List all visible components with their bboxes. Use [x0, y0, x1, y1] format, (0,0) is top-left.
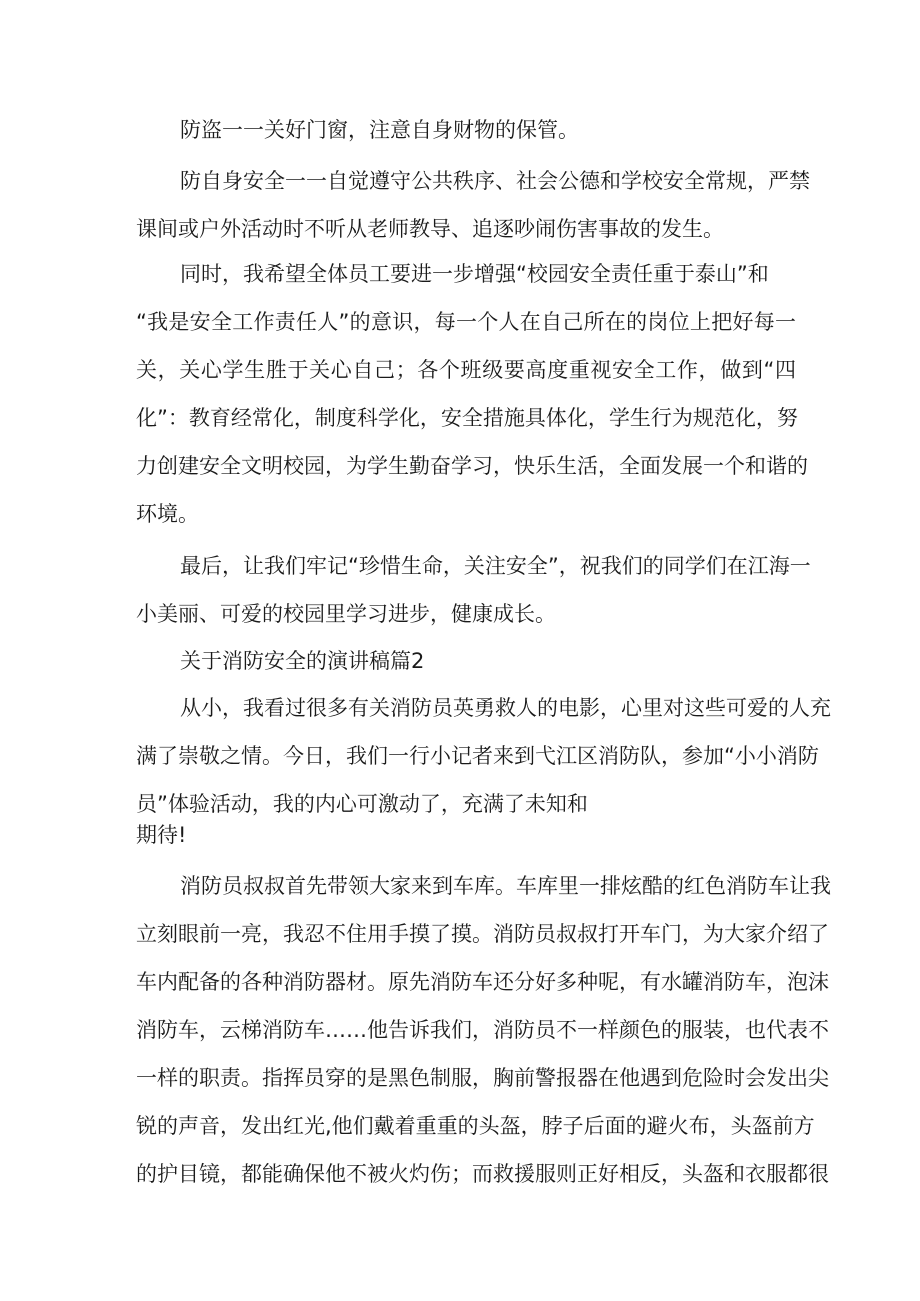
paragraph [136, 250, 808, 538]
paragraph [136, 106, 796, 154]
paragraph [136, 542, 811, 638]
text-line: 防盗一一关好门窗，注意自身财物的保管。 [180, 118, 579, 142]
text-line: 同时，我希望全体员工要进一步增强“校园安全责任重于泰山”和 [180, 262, 769, 286]
paragraph [136, 817, 796, 853]
text-line: 防自身安全一一自觉遵守公共秩序、社会公德和学校安全常规，严禁 [180, 169, 810, 193]
text-line: 期待! [136, 823, 187, 847]
text-line: 车内配备的各种消防器材。原先消防车还分好多种呢，有水罐消防车，泡沫 [136, 970, 829, 994]
text-line: 消防员叔叔首先带领大家来到车库。车库里一排炫酷的红色消防车让我 [180, 874, 831, 898]
text-line: 消防车，云梯消防车……他告诉我们，消防员不一样颜色的服装，也代表不 [136, 1018, 829, 1042]
text-line: 环境。 [136, 502, 199, 526]
heading-text: 关于消防安全的演讲稿篇2 [180, 649, 425, 673]
text-line: 满了崇敬之情。今日，我们一行小记者来到弋江区消防队，参加“小小消防 [136, 744, 819, 768]
text-line: 最后，让我们牢记“珍惜生命，关注安全”，祝我们的同学们在江海一 [180, 554, 811, 578]
text-line: “我是安全工作责任人”的意识，每一个人在自己所在的岗位上把好每一 [136, 310, 796, 334]
section-heading [136, 637, 796, 685]
text-line: 关，关心学生胜于关心自己；各个班级要高度重视安全工作，做到“四 [136, 358, 796, 382]
text-line: 化”：教育经常化，制度科学化，安全措施具体化，学生行为规范化，努 [136, 406, 798, 430]
text-line: 小美丽、可爱的校园里学习进步，健康成长。 [136, 602, 556, 626]
text-line: 立刻眼前一亮，我忍不住用手摸了摸。消防员叔叔打开车门，为大家介绍了 [136, 922, 829, 946]
text-line: 员”体验活动，我的内心可激动了，充满了未知和 [136, 792, 588, 816]
paragraph [136, 684, 831, 828]
paragraph [136, 157, 810, 253]
text-line: 力创建安全文明校园，为学生勤奋学习，快乐生活，全面发展一个和谐的 [136, 454, 808, 478]
text-line: 的护目镜，都能确保他不被火灼伤；而救援服则正好相反，头盔和衣服都很 [136, 1162, 829, 1186]
paragraph [136, 862, 831, 1198]
text-line: 课间或户外活动时不听从老师教导、追逐吵闹伤害事故的发生。 [136, 217, 724, 241]
text-line: 一样的职责。指挥员穿的是黑色制服，胸前警报器在他遇到危险时会发出尖 [136, 1066, 829, 1090]
text-line: 从小，我看过很多有关消防员英勇救人的电影，心里对这些可爱的人充 [180, 696, 831, 720]
text-line: 锐的声音，发出红光,他们戴着重重的头盔，脖子后面的避火布，头盔前方 [136, 1114, 815, 1138]
